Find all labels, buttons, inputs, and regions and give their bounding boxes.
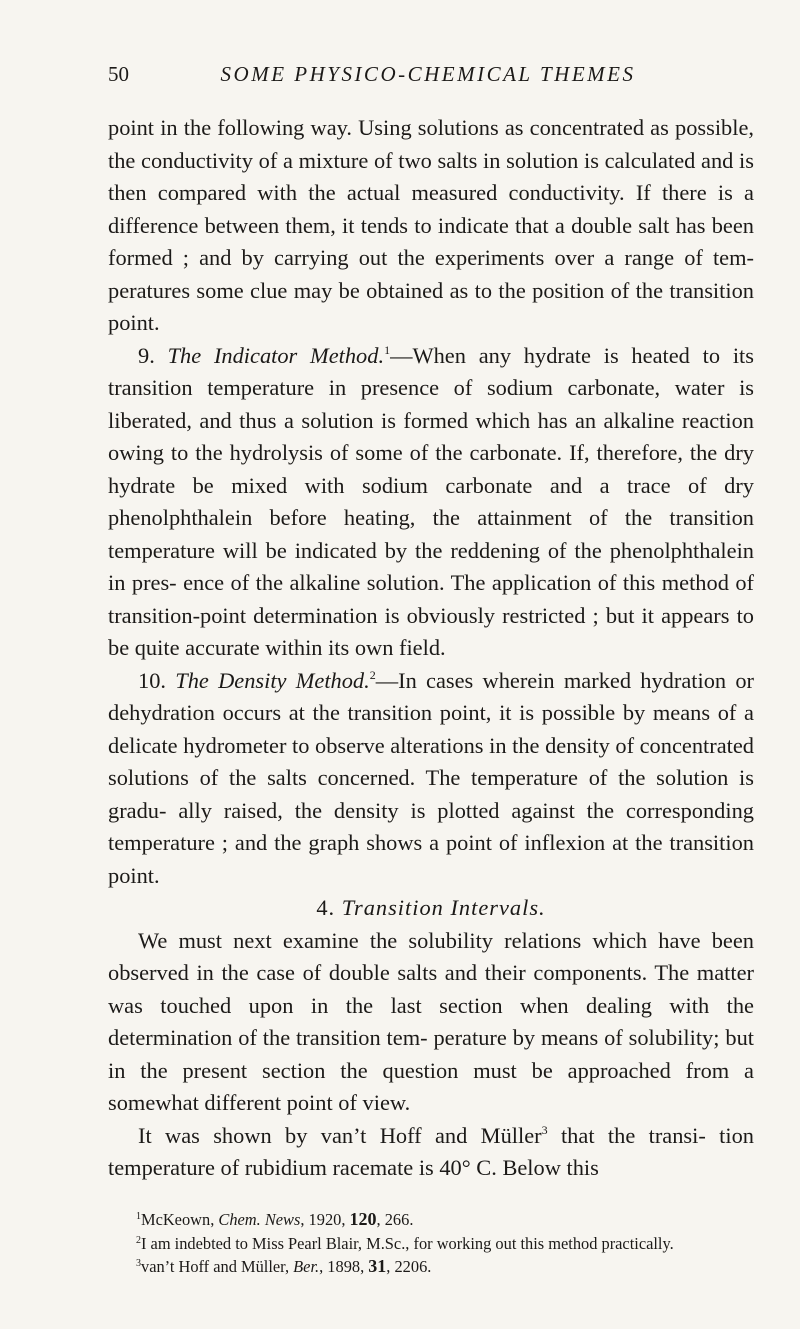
paragraph-title: The Density Method. [175,667,370,693]
footnote-mark: 3 [136,1258,141,1269]
paragraph-title: The Indicator Method. [167,342,385,368]
footnote-3 [108,1255,754,1279]
paragraph-text: —In cases wherein marked hydration or dehydration occurs at the transition point, it is possible by means of a delicate hydrometer to observe alterations in the density of concentrated solutions of the salts concerned. The temperature of the solution is gradu- ally raised, the density is plotted against the corresponding temperature ; and the graph shows a point of inflexion at the transition point. [108,667,754,888]
footnote-1 [108,1208,754,1232]
footnotes [108,1208,754,1279]
footnote-mark: 2 [136,1234,141,1246]
paragraph-text: It was shown by van’t Hoff and Müller [138,1122,542,1148]
footnote-volume: 31 [368,1256,387,1276]
paragraph-rubidium [108,1120,754,1185]
section-title: Transition Intervals. [341,895,546,920]
main-text [108,112,754,1185]
running-head: SOME PHYSICO-CHEMICAL THEMES [220,62,636,86]
footnote-page: , 266. [376,1210,414,1229]
paragraph-text: —When any hydrate is heated to its transition temperature in presence of sodium carbonate, water is liberated, and thus a solution is formed which has an alkaline reaction owing to the hydrolysis of some of the carbonate. If, therefore, the dry hydrate be mixed with sodium carbonate and a trace of dry phenolphthalein before heating, the attainment of the transition temperature will be indicated by the reddening of the phenolphthalein in pres- ence of the alkaline solution. The application of this method of transition-point determination is obviously restricted ; but it appears to be quite accurate within its own field. [108,342,754,660]
footnote-ref[interactable]: 1 [384,342,391,357]
footnote-year: , 1898, [319,1257,369,1276]
footnote-volume: 120 [349,1209,377,1229]
footnote-author: McKeown, [141,1210,219,1229]
paragraph-solubility [108,925,754,1120]
footnote-journal: Ber. [293,1257,320,1276]
paragraph-text: that the transi- tion temperature of rubidium racemate is 40° C. Below this [108,1122,754,1180]
footnote-ref[interactable]: 3 [541,1122,548,1137]
paragraph-text: point in the following way. Using solutions as concentrated as possible, the conductivity of a mixture of two salts in solution is calculated and is then compared with the actual measured conductivity. If there is a difference between them, it tends to indicate that a double salt has been formed ; and by carrying out the experiments over a range of tem- peratures some clue may be obtained as to the position of the transition point. [108,115,754,335]
paragraph-continuation [108,112,754,340]
section-heading [108,892,754,925]
paragraph-indicator-method [108,340,754,665]
paragraph-density-method [108,665,754,893]
page-header [108,62,748,92]
footnote-year: , 1920, [300,1210,350,1229]
footnote-ref[interactable]: 2 [369,667,376,682]
footnote-2 [108,1232,754,1256]
paragraph-number: 9. [138,342,155,368]
section-number: 4. [316,895,336,920]
footnote-journal: Chem. News [218,1210,301,1229]
footnote-mark: 1 [136,1211,141,1222]
paragraph-number: 10. [138,667,166,693]
page-number: 50 [108,62,129,86]
paragraph-text: We must next examine the solubility relations which have been observed in the case of double salts and their components. The matter was touched upon in the last section when dealing with the determination of the transition tem- perature by means of solubility; but in the present section the question must be approached from a somewhat different point of view. [108,927,754,1115]
footnote-author: van’t Hoff and Müller, [141,1257,294,1276]
footnote-text: I am indebted to Miss Pearl Blair, M.Sc., for working out this method practically. [141,1233,674,1253]
footnote-page: , 2206. [386,1257,432,1276]
